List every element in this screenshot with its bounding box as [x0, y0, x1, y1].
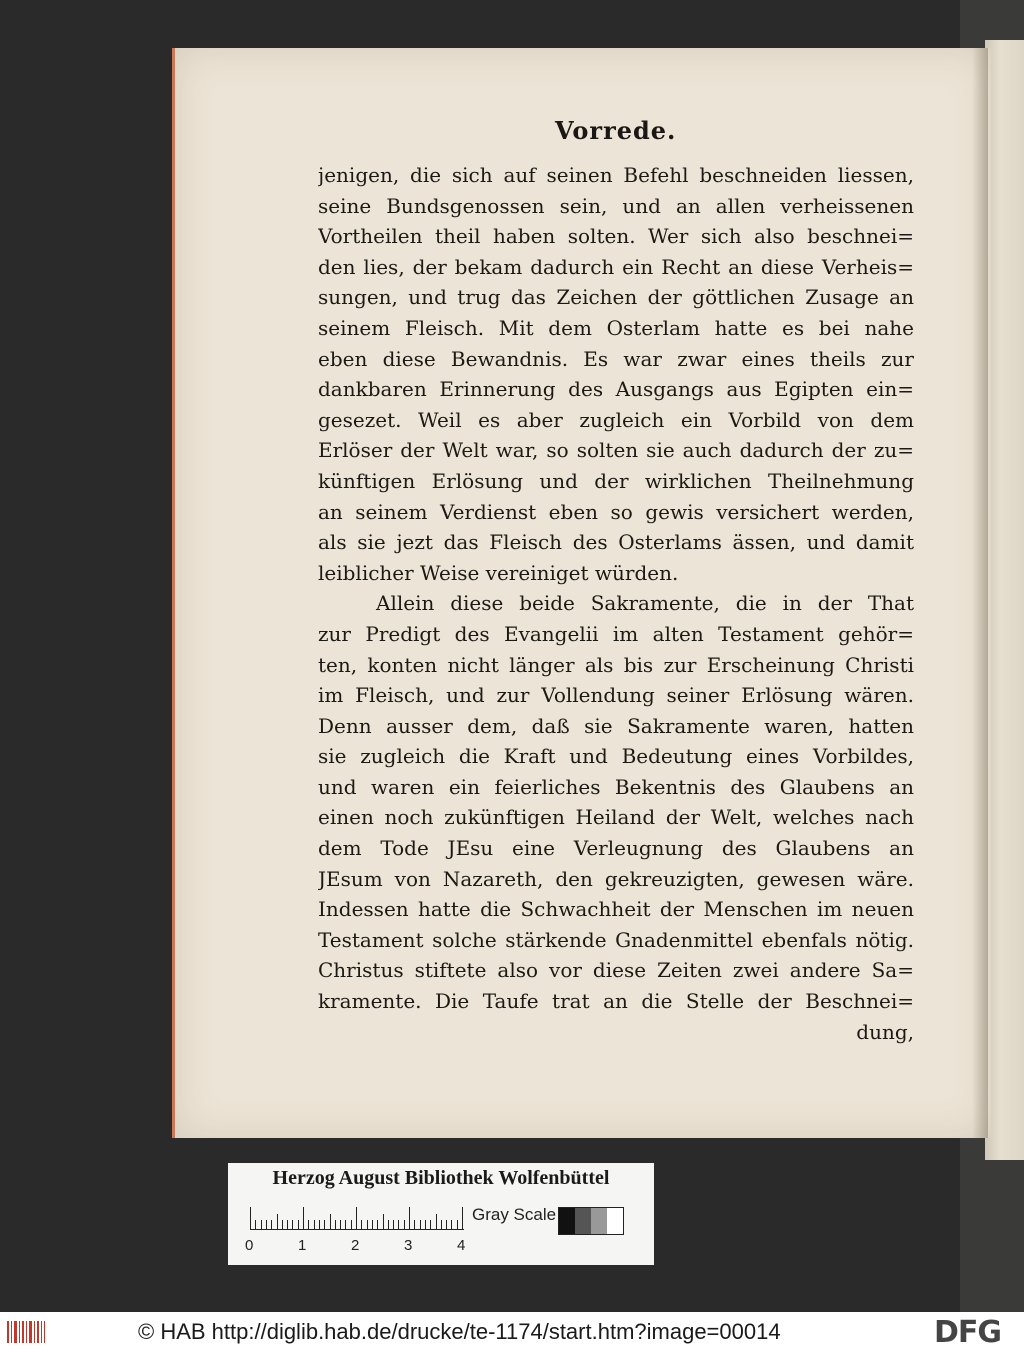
- ruler-tick: [308, 1220, 309, 1229]
- text-line: Denn ausser dem, daß sie Sakramente waren, hatten: [318, 713, 914, 738]
- text-line: Indessen hatte die Schwachheit der Menschen im neuen: [318, 897, 914, 922]
- text-line: kramente. Die Taufe trat an die Stelle der Beschnei=: [318, 989, 914, 1014]
- dfg-logo: DFG: [934, 1315, 1002, 1350]
- ruler-tick: [462, 1207, 463, 1229]
- page-header: Vorrede.: [555, 116, 677, 145]
- ruler-tick: [319, 1220, 320, 1229]
- ruler-tick: [361, 1220, 362, 1229]
- ruler-tick: [282, 1220, 283, 1229]
- ruler-tick: [250, 1207, 251, 1229]
- ruler-number: 1: [298, 1237, 307, 1254]
- ruler-tick: [393, 1220, 394, 1229]
- text-line: im Fleisch, und zur Vollendung seiner Erlösung wären.: [318, 683, 914, 708]
- ruler-number: 2: [351, 1237, 360, 1254]
- ruler-tick: [324, 1220, 325, 1229]
- ruler-tick: [409, 1207, 410, 1229]
- ruler-tick: [345, 1220, 346, 1229]
- ruler-tick: [436, 1214, 437, 1229]
- ruler-tick: [330, 1214, 331, 1229]
- text-line: den lies, der bekam dadurch ein Recht an diese Verheis=: [318, 254, 914, 279]
- ruler-tick: [446, 1220, 447, 1229]
- page-gutter-shadow: [972, 48, 988, 1138]
- ruler-tick: [372, 1220, 373, 1229]
- color-calibration-card: [228, 1163, 654, 1265]
- ruler-tick: [335, 1220, 336, 1229]
- gray-scale-swatches: [558, 1207, 624, 1235]
- ruler-tick: [383, 1214, 384, 1229]
- gray-swatch: [559, 1208, 575, 1234]
- text-line: sie zugleich die Kraft und Bedeutung eines Vorbildes,: [318, 744, 914, 769]
- text-line: und waren ein feierliches Bekentnis des Glaubens an: [318, 774, 914, 799]
- text-line: dem Tode JEsu eine Verleugnung des Glaubens an: [318, 836, 914, 861]
- text-line: sungen, und trug das Zeichen der göttlichen Zusage an: [318, 285, 914, 310]
- page-text: [318, 160, 914, 1047]
- ruler-tick: [292, 1220, 293, 1229]
- ruler-tick: [287, 1220, 288, 1229]
- text-line: leiblicher Weise vereiniget würden.: [318, 560, 679, 585]
- ruler-number: 0: [245, 1237, 254, 1254]
- ruler-tick: [261, 1220, 262, 1229]
- ruler-tick: [425, 1220, 426, 1229]
- ruler-tick: [420, 1220, 421, 1229]
- gray-swatch: [607, 1208, 623, 1234]
- copyright-link[interactable]: © HAB http://diglib.hab.de/drucke/te-1174/start.htm?image=00014: [138, 1319, 781, 1344]
- ruler-tick: [404, 1220, 405, 1229]
- text-line: einen noch zukünftigen Heiland der Welt, welches nach: [318, 805, 914, 830]
- ruler-tick: [271, 1220, 272, 1229]
- ruler-tick: [457, 1220, 458, 1229]
- ruler-baseline: [250, 1229, 464, 1230]
- ruler-tick: [351, 1220, 352, 1229]
- text-line: Vortheilen theil haben solten. Wer sich also beschnei=: [318, 224, 914, 249]
- ruler-tick: [388, 1220, 389, 1229]
- barcode-icon: [6, 1318, 46, 1346]
- text-line: künftigen Erlösung und der wirklichen Theilnehmung: [318, 468, 914, 493]
- gray-swatch: [591, 1208, 607, 1234]
- ruler-tick: [414, 1220, 415, 1229]
- ruler-tick: [303, 1207, 304, 1229]
- ruler-scale: [250, 1207, 464, 1229]
- text-line: seine Bundsgenossen sein, und an allen verheissenen: [318, 193, 914, 218]
- text-line: Testament solche stärkende Gnadenmittel ebenfals nötig.: [318, 927, 914, 952]
- text-line: JEsum von Nazareth, den gekreuzigten, gewesen wäre.: [318, 866, 914, 891]
- ruler-tick: [441, 1220, 442, 1229]
- ruler-tick: [266, 1220, 267, 1229]
- text-line: gesezet. Weil es aber zugleich ein Vorbild von dem: [318, 407, 914, 432]
- gray-swatch: [575, 1208, 591, 1234]
- text-line: an seinem Verdienst eben so gewis versichert werden,: [318, 499, 914, 524]
- text-line: eben diese Bewandnis. Es war zwar eines theils zur: [318, 346, 914, 371]
- ruler-tick: [314, 1220, 315, 1229]
- ruler-tick: [298, 1220, 299, 1229]
- text-line: zur Predigt des Evangelii im alten Testament gehör=: [318, 621, 914, 646]
- text-line: ten, konten nicht länger als bis zur Erscheinung Christi: [318, 652, 914, 677]
- ruler-number: 3: [404, 1237, 413, 1254]
- gray-scale-label: Gray Scale: [472, 1205, 557, 1224]
- ruler-tick: [398, 1220, 399, 1229]
- ruler-tick: [451, 1220, 452, 1229]
- ruler-tick: [340, 1220, 341, 1229]
- text-line: Allein diese beide Sakramente, die in der That: [376, 591, 914, 616]
- library-title: Herzog August Bibliothek Wolfenbüttel: [272, 1167, 610, 1189]
- ruler-number: 4: [457, 1237, 466, 1254]
- catchword: dung,: [856, 1019, 914, 1044]
- text-line: Erlöser der Welt war, so solten sie auch dadurch der zu=: [318, 438, 914, 463]
- text-line: Christus stiftete also vor diese Zeiten zwei andere Sa=: [318, 958, 914, 983]
- text-line: als sie jezt das Fleisch des Osterlams ässen, und damit: [318, 530, 914, 555]
- ruler-tick: [377, 1220, 378, 1229]
- ruler-tick: [430, 1220, 431, 1229]
- ruler-tick: [255, 1220, 256, 1229]
- text-line: jenigen, die sich auf seinen Befehl beschneiden liessen,: [318, 163, 914, 187]
- ruler-tick: [356, 1207, 357, 1229]
- ruler-tick: [367, 1220, 368, 1229]
- ruler-tick: [277, 1214, 278, 1229]
- text-line: dankbaren Erinnerung des Ausgangs aus Egipten ein=: [318, 377, 914, 402]
- text-line: seinem Fleisch. Mit dem Osterlam hatte es bei nahe: [318, 315, 914, 340]
